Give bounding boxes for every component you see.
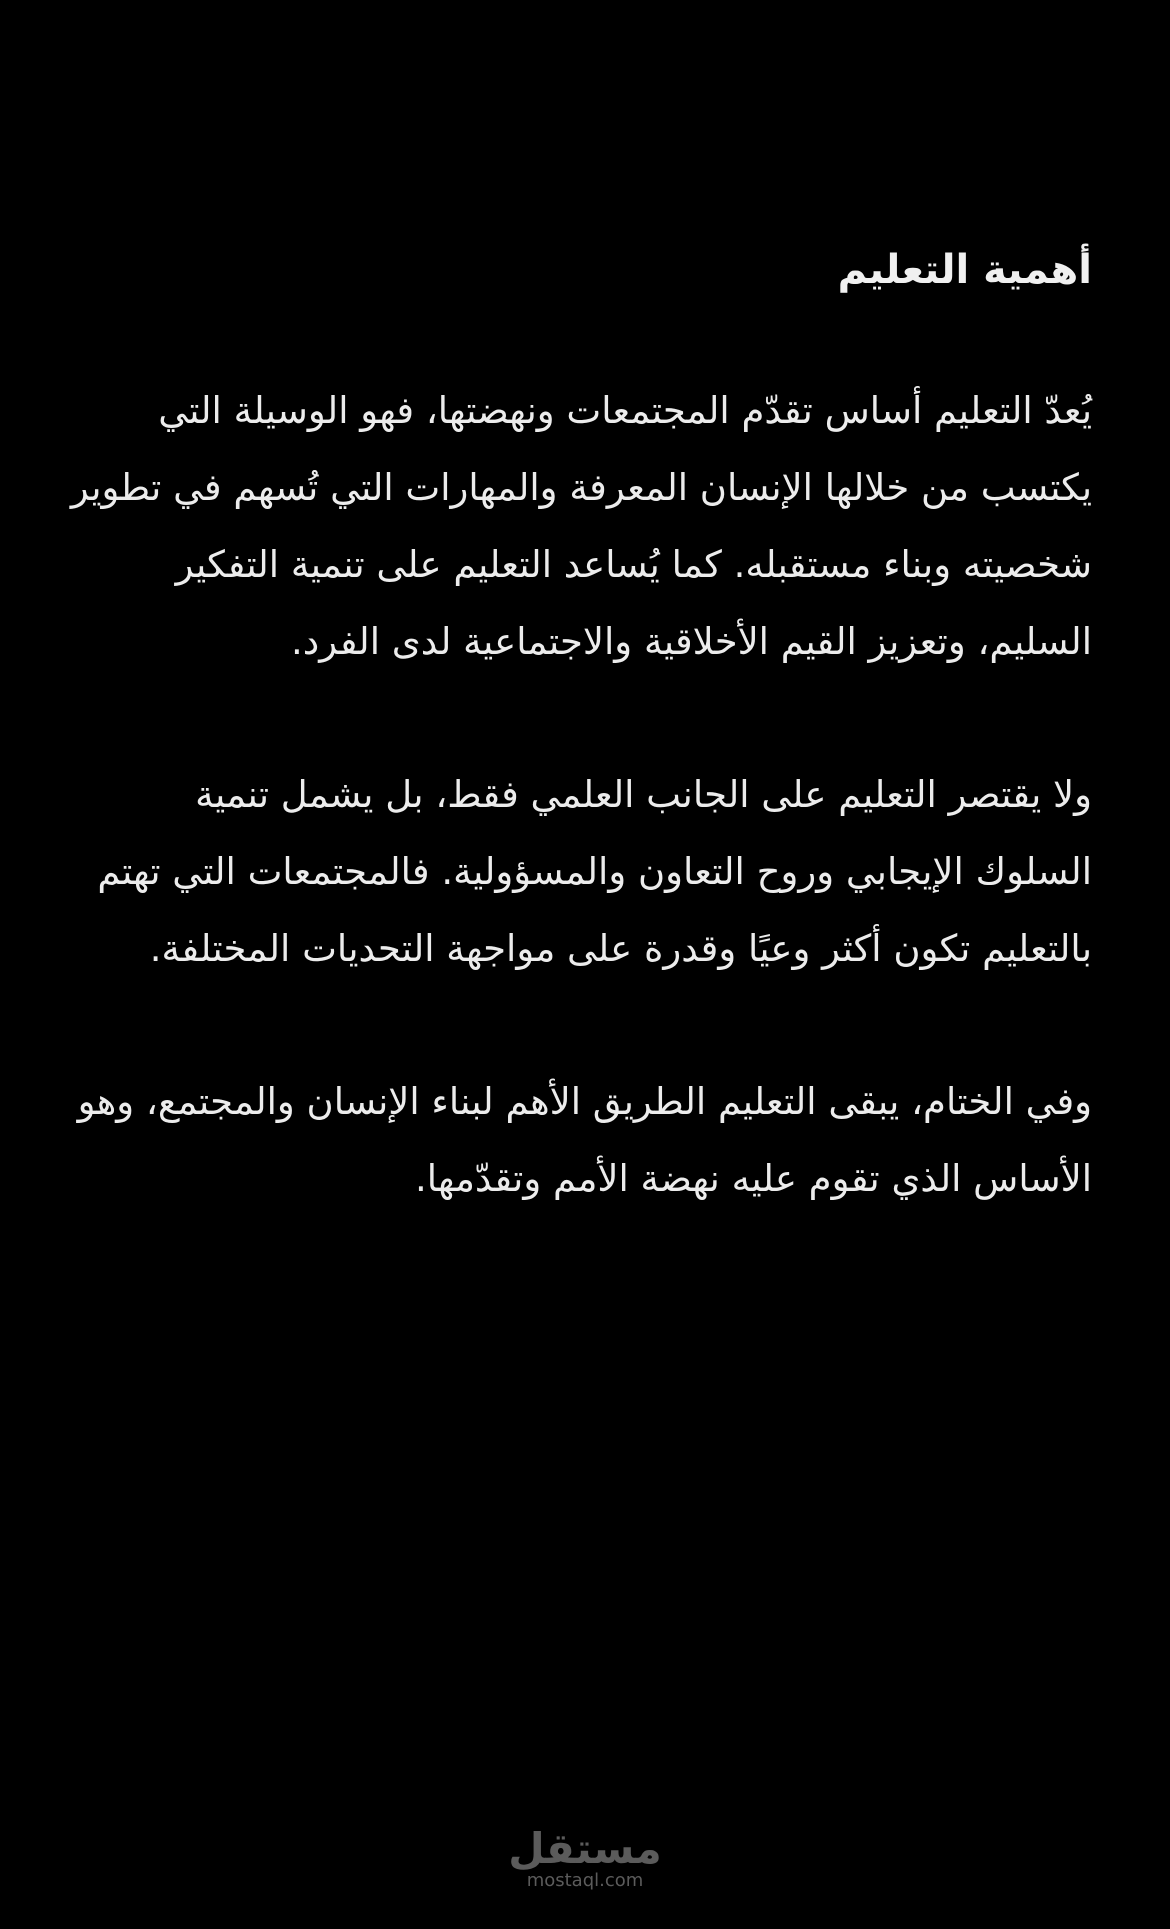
paragraph-conclusion: وفي الختام، يبقى التعليم الطريق الأهم لبناء الإنسان والمجتمع، وهو الأساس الذي تقوم عليه نهضة الأمم وتقدّمها.	[77, 1080, 1092, 1200]
paragraph-intro: يُعدّ التعليم أساس تقدّم المجتمعات ونهضتها، فهو الوسيلة التي يكتسب من خلالها الإنسان المعرفة والمهارات التي تُسهم في تطوير شخصيته وبناء مستقبله. كما يُساعد التعليم على تنمية التفكير السليم، وتعزيز القيم الأخلاقية والاجتماعية لدى الفرد.	[70, 389, 1092, 663]
article	[70, 236, 1092, 1293]
mostaql-watermark	[0, 1824, 1170, 1892]
article-title: أهمية التعليم	[837, 247, 1092, 293]
paragraph-body: ولا يقتصر التعليم على الجانب العلمي فقط، بل يشمل تنمية السلوك الإيجابي وروح التعاون والمسؤولية. فالمجتمعات التي تهتم بالتعليم تكون أكثر وعيًا وقدرة على مواجهة التحديات المختلفة.	[97, 773, 1092, 970]
watermark-site: mostaql.com	[526, 1870, 644, 1891]
mostaql-logo: مستقل	[508, 1824, 662, 1873]
